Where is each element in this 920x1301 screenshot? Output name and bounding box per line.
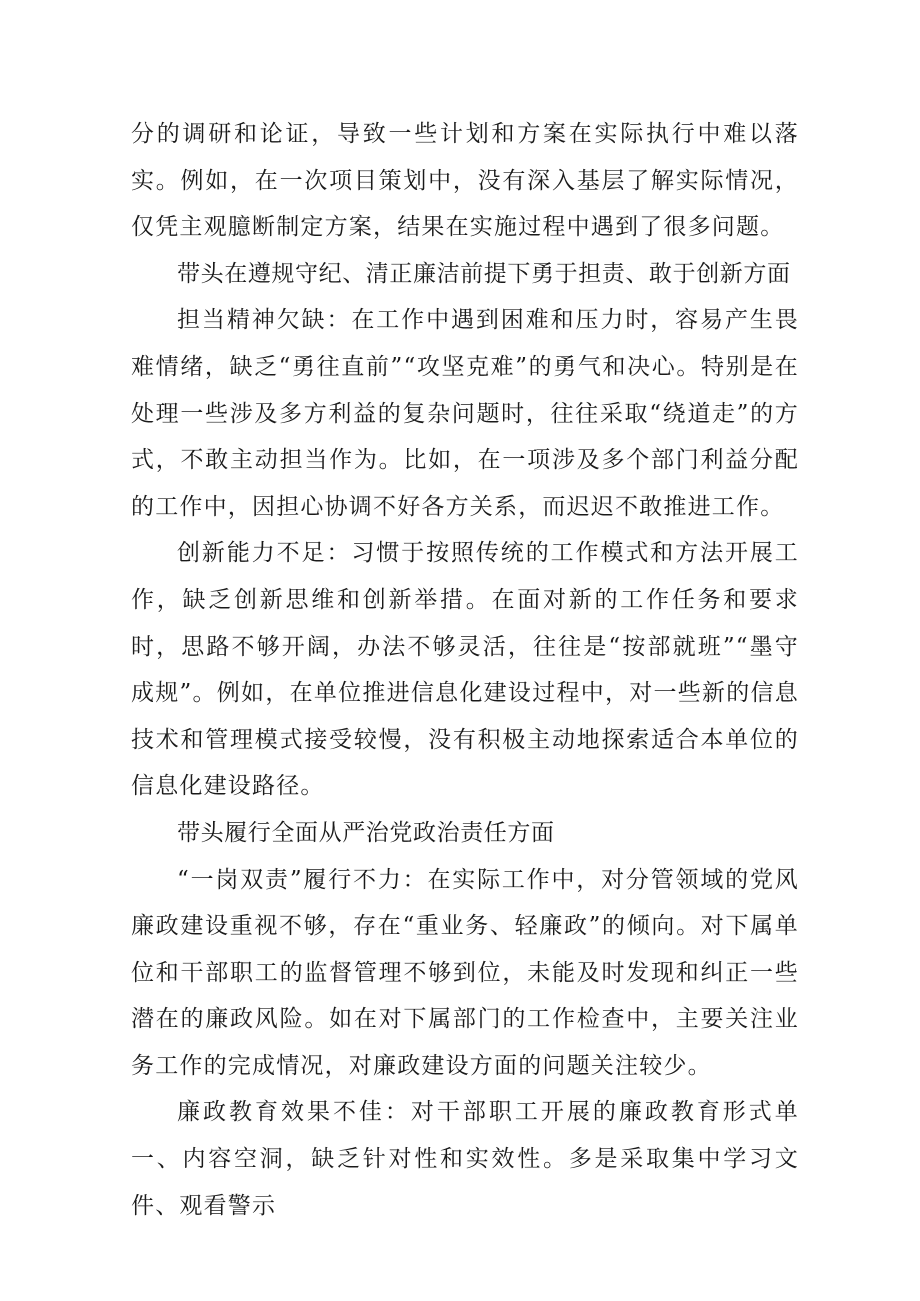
paragraph-dual-responsibility: “一岗双责”履行不力：在实际工作中，对分管领域的党风廉政建设重视不够，存在“重业务、轻廉政”的倾向。对下属单位和干部职工的监督管理不够到位，未能及时发现和纠正一些潜在的廉政风险。如在对下属部门的工作检查中，主要关注业务工作的完成情况，对廉政建设方面的问题关注较少。 <box>131 866 799 1079</box>
paragraph-courage-lacking: 担当精神欠缺：在工作中遇到困难和压力时，容易产生畏难情绪，缺乏“勇往直前”“攻坚克难”的勇气和决心。特别是在处理一些涉及多方利益的复杂问题时，往往采取“绕道走”的方式，不敢主动担当作为。比如，在一项涉及多个部门利益分配的工作中，因担心协调不好各方关系，而迟迟不敢推进工作。 <box>131 307 799 520</box>
paragraph-innovation-insufficient: 创新能力不足：习惯于按照传统的工作模式和方法开展工作，缺乏创新思维和创新举措。在面对新的工作任务和要求时，思路不够开阔，办法不够灵活，往往是“按部就班”“墨守成规”。例如，在单位推进信息化建设过程中，对一些新的信息技术和管理模式接受较慢，没有积极主动地探索适合本单位的信息化建设路径。 <box>131 540 799 800</box>
paragraph-continuation: 分的调研和论证，导致一些计划和方案在实际执行中难以落实。例如，在一次项目策划中，没有深入基层了解实际情况，仅凭主观臆断制定方案，结果在实施过程中遇到了很多问题。 <box>131 121 799 241</box>
paragraph-integrity-education: 廉政教育效果不佳：对干部职工开展的廉政教育形式单一、内容空洞，缺乏针对性和实效性。多是采取集中学习文件、观看警示 <box>131 1099 799 1219</box>
document-body <box>131 111 799 1229</box>
section-heading-responsibility-innovation: 带头在遵规守纪、清正廉洁前提下勇于担责、敢于创新方面 <box>177 260 791 287</box>
section-heading-party-governance: 带头履行全面从严治党政治责任方面 <box>177 819 555 846</box>
